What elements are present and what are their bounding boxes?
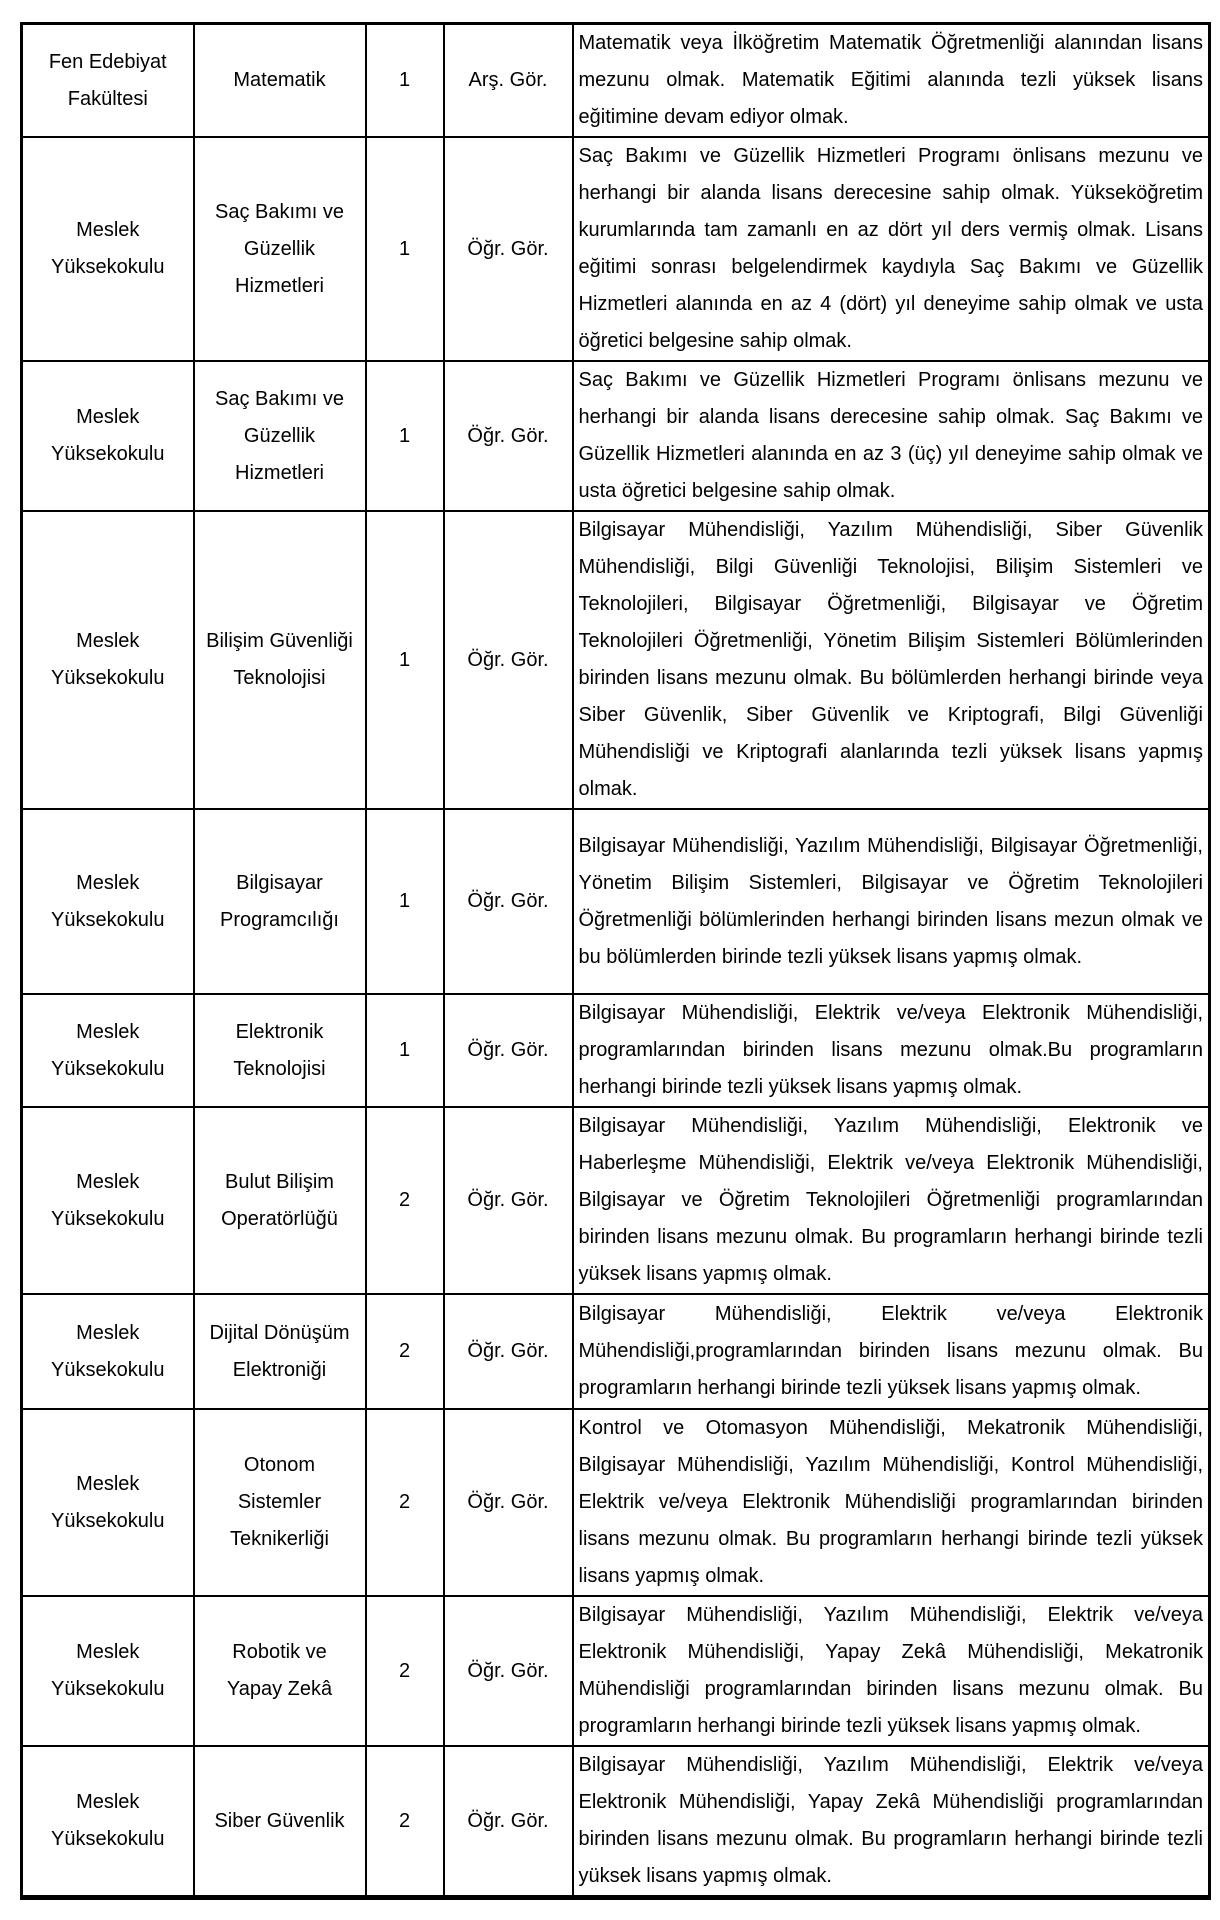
title-cell: Öğr. Gör. xyxy=(444,809,573,994)
program-cell: Matematik xyxy=(194,24,366,138)
program-cell: Saç Bakımı ve Güzellik Hizmetleri xyxy=(194,361,366,511)
requirement-cell: Bilgisayar Mühendisliği, Elektrik ve/veya Elektronik Mühendisliği, programlarından birinden lisans mezunu olmak.Bu programların herhangi birinde tezli yüksek lisans yapmış olmak. xyxy=(573,994,1210,1107)
program-cell: Dijital Dönüşüm Elektroniği xyxy=(194,1294,366,1409)
program-cell: Robotik ve Yapay Zekâ xyxy=(194,1596,366,1746)
title-cell: Öğr. Gör. xyxy=(444,511,573,809)
faculty-cell: Meslek Yüksekokulu xyxy=(22,511,194,809)
title-cell: Öğr. Gör. xyxy=(444,1294,573,1409)
table-row xyxy=(22,361,1210,511)
title-cell: Öğr. Gör. xyxy=(444,1409,573,1596)
faculty-cell: Meslek Yüksekokulu xyxy=(22,137,194,361)
title-cell: Öğr. Gör. xyxy=(444,1107,573,1294)
count-cell: 2 xyxy=(366,1596,444,1746)
requirement-cell: Bilgisayar Mühendisliği, Yazılım Mühendisliği, Siber Güvenlik Mühendisliği, Bilgi Güvenliği Teknolojisi, Bilişim Sistemleri ve Teknolojileri, Bilgisayar Öğretmenliği, Bilgisayar ve Öğretim Teknolojileri Öğretmenliği, Yönetim Bilişim Sistemleri Bölümlerinden birinden lisans mezunu olmak. Bu bölümlerden herhangi birinde veya Siber Güvenlik, Siber Güvenlik ve Kriptografi, Bilgi Güvenliği Mühendisliği ve Kriptografi alanlarında tezli yüksek lisans yapmış olmak. xyxy=(573,511,1210,809)
count-cell: 2 xyxy=(366,1746,444,1898)
table-row xyxy=(22,1107,1210,1294)
requirement-cell: Bilgisayar Mühendisliği, Yazılım Mühendisliği, Elektronik ve Haberleşme Mühendisliği, Elektrik ve/veya Elektronik Mühendisliği, Bilgisayar ve Öğretim Teknolojileri Öğretmenliği programlarından birinden lisans mezunu olmak. Bu programların herhangi birinde tezli yüksek lisans yapmış olmak. xyxy=(573,1107,1210,1294)
job-postings-table xyxy=(20,22,1211,1900)
requirement-cell: Saç Bakımı ve Güzellik Hizmetleri Programı önlisans mezunu ve herhangi bir alanda lisans derecesine sahip olmak. Yükseköğretim kurumlarında tam zamanlı en az dört yıl ders vermiş olmak. Lisans eğitimi sonrası belgelendirmek kaydıyla Saç Bakımı ve Güzellik Hizmetleri alanında en az 4 (dört) yıl deneyime sahip olmak ve usta öğretici belgesine sahip olmak. xyxy=(573,137,1210,361)
faculty-cell: Meslek Yüksekokulu xyxy=(22,1294,194,1409)
requirement-cell: Bilgisayar Mühendisliği, Yazılım Mühendisliği, Elektrik ve/veya Elektronik Mühendisliği, Yapay Zekâ Mühendisliği programlarından birinden lisans mezunu olmak. Bu programların herhangi birinde tezli yüksek lisans yapmış olmak. xyxy=(573,1746,1210,1898)
program-cell: Saç Bakımı ve Güzellik Hizmetleri xyxy=(194,137,366,361)
table-row xyxy=(22,1294,1210,1409)
program-cell: Bulut Bilişim Operatörlüğü xyxy=(194,1107,366,1294)
count-cell: 1 xyxy=(366,994,444,1107)
program-cell: Bilgisayar Programcılığı xyxy=(194,809,366,994)
count-cell: 1 xyxy=(366,809,444,994)
title-cell: Öğr. Gör. xyxy=(444,994,573,1107)
program-cell: Otonom Sistemler Teknikerliği xyxy=(194,1409,366,1596)
table-row xyxy=(22,1746,1210,1898)
faculty-cell: Meslek Yüksekokulu xyxy=(22,994,194,1107)
requirement-cell: Saç Bakımı ve Güzellik Hizmetleri Programı önlisans mezunu ve herhangi bir alanda lisans derecesine sahip olmak. Saç Bakımı ve Güzellik Hizmetleri alanında en az 3 (üç) yıl deneyime sahip olmak ve usta öğretici belgesine sahip olmak. xyxy=(573,361,1210,511)
requirement-cell: Matematik veya İlköğretim Matematik Öğretmenliği alanından lisans mezunu olmak. Matematik Eğitimi alanında tezli yüksek lisans eğitimine devam ediyor olmak. xyxy=(573,24,1210,138)
faculty-cell: Meslek Yüksekokulu xyxy=(22,1409,194,1596)
title-cell: Öğr. Gör. xyxy=(444,361,573,511)
program-cell: Elektronik Teknolojisi xyxy=(194,994,366,1107)
count-cell: 1 xyxy=(366,137,444,361)
table-row xyxy=(22,137,1210,361)
program-cell: Siber Güvenlik xyxy=(194,1746,366,1898)
table-row xyxy=(22,511,1210,809)
count-cell: 2 xyxy=(366,1294,444,1409)
table-row xyxy=(22,809,1210,994)
table-row xyxy=(22,1596,1210,1746)
count-cell: 1 xyxy=(366,511,444,809)
program-cell: Bilişim Güvenliği Teknolojisi xyxy=(194,511,366,809)
faculty-cell: Meslek Yüksekokulu xyxy=(22,1746,194,1898)
table-row xyxy=(22,994,1210,1107)
faculty-cell: Meslek Yüksekokulu xyxy=(22,809,194,994)
table-row xyxy=(22,1409,1210,1596)
count-cell: 2 xyxy=(366,1409,444,1596)
requirement-cell: Bilgisayar Mühendisliği, Elektrik ve/veya Elektronik Mühendisliği,programlarından birinden lisans mezunu olmak. Bu programların herhangi birinde tezli yüksek lisans yapmış olmak. xyxy=(573,1294,1210,1409)
count-cell: 1 xyxy=(366,24,444,138)
table-row xyxy=(22,24,1210,138)
count-cell: 1 xyxy=(366,361,444,511)
title-cell: Öğr. Gör. xyxy=(444,1746,573,1898)
requirement-cell: Kontrol ve Otomasyon Mühendisliği, Mekatronik Mühendisliği, Bilgisayar Mühendisliği, Yazılım Mühendisliği, Kontrol Mühendisliği, Elektrik ve/veya Elektronik Mühendisliği programlarından birinden lisans mezunu olmak. Bu programların herhangi birinde tezli yüksek lisans yapmış olmak. xyxy=(573,1409,1210,1596)
requirement-cell: Bilgisayar Mühendisliği, Yazılım Mühendisliği, Elektrik ve/veya Elektronik Mühendisliği, Yapay Zekâ Mühendisliği, Mekatronik Mühendisliği programlarından birinden lisans mezunu olmak. Bu programların herhangi birinde tezli yüksek lisans yapmış olmak. xyxy=(573,1596,1210,1746)
faculty-cell: Meslek Yüksekokulu xyxy=(22,1107,194,1294)
title-cell: Öğr. Gör. xyxy=(444,1596,573,1746)
faculty-cell: Meslek Yüksekokulu xyxy=(22,361,194,511)
title-cell: Arş. Gör. xyxy=(444,24,573,138)
faculty-cell: Meslek Yüksekokulu xyxy=(22,1596,194,1746)
title-cell: Öğr. Gör. xyxy=(444,137,573,361)
faculty-cell: Fen Edebiyat Fakültesi xyxy=(22,24,194,138)
count-cell: 2 xyxy=(366,1107,444,1294)
requirement-cell: Bilgisayar Mühendisliği, Yazılım Mühendisliği, Bilgisayar Öğretmenliği, Yönetim Bilişim Sistemleri, Bilgisayar ve Öğretim Teknolojileri Öğretmenliği bölümlerinden herhangi birinden lisans mezun olmak ve bu bölümlerden birinde tezli yüksek lisans yapmış olmak. xyxy=(573,809,1210,994)
